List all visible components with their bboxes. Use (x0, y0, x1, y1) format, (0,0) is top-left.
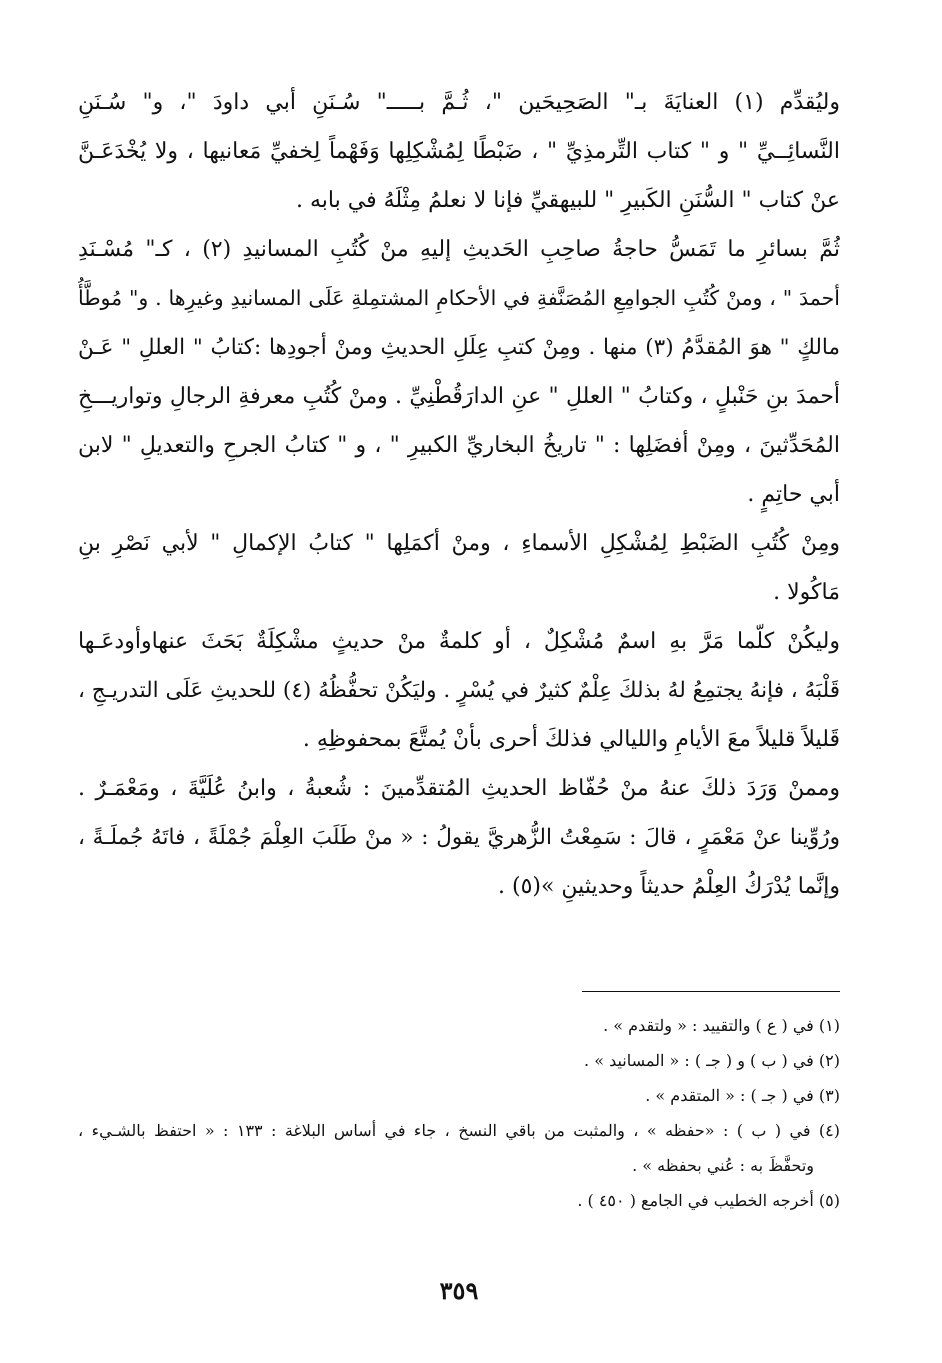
text-line: مالكٍ " هوَ المُقدَّمُ (٣) منها . ومِنْ كتبِ عِلَلِ الحديثِ ومنْ أجودِها :كتابُ " العللِ " عَـنْ (78, 335, 840, 360)
text-line: ثُمَّ بسائرِ ما تَمَسُّ حاجةُ صاحِبِ الحَديثِ إليهِ منْ كُتُبِ المسانيدِ (٢) ، كـ" مُسْـنَدِ (78, 237, 840, 262)
text-line: أبي حاتِمٍ . (747, 482, 840, 507)
document-page (78, 78, 840, 1338)
footnote: (٢) في ( ب ) و ( جـ ) : « المسانيد » . (584, 1051, 840, 1070)
text-line: وممنْ وَرَدَ ذلكَ عنهُ منْ حُفّاظ الحديثِ المُتقدِّمينَ : شُعبةُ ، وابنُ عُلَيَّةَ ، ومَعْمَـرٌ . (78, 776, 840, 801)
footnote: (٤) في ( ب ) : «حفظه » ، والمثبت من باقي النسخ ، جاء في أساس البلاغة : ١٣٣ : « احتفظ بالشـيء ، (78, 1121, 840, 1140)
page-number: ٣٥٩ (439, 1276, 479, 1305)
text-line: وإنَّما يُدْرَكُ العِلْمُ حديثاً وحديثينِ »(٥) . (497, 874, 840, 899)
footnotes (78, 1008, 840, 1218)
footnote: (١) في ( ع ) والتقييد : « ولتقدم » . (603, 1016, 840, 1035)
text-line: قَليلاً قليلاً معَ الأيامِ والليالي فذلكَ أحرى بأنْ يُمتَّعَ بمحفوظِهِ . (302, 727, 840, 752)
text-line: ورُوِّينا عنْ مَعْمَرٍ ، قالَ : سَمِعْتُ الزُّهريَّ يقولُ : « منْ طَلَبَ العِلْمَ جُمْلَةً ، فاتَهُ جُملَـةً ، (78, 825, 840, 850)
text-line: قَلْبَهُ ، فإنهُ يجتمِعُ لهُ بذلكَ عِلْمٌ كثيرٌ في يُسْرٍ . وليَكُنْ تحفُّظُهُ (٤) للحديثِ عَلَى التدريـجِ ، (78, 678, 840, 703)
footnote-continuation: وتحفَّظَ به : عُني بحفظه » . (632, 1156, 814, 1175)
footnote: (٥) أخرجه الخطيب في الجامع ( ٤٥٠ ) . (577, 1191, 840, 1210)
text-line: ومِنْ كُتُبِ الضَبْطِ لِمُشْكِلِ الأسماءِ ، ومنْ أكمَلِها " كتابُ الإكمالِ " لأبي نَصْرِ بنِ (78, 531, 840, 556)
footnote-divider (582, 991, 840, 992)
text-line: وليكُنْ كلّما مَرَّ بهِ اسمٌ مُشْكِلٌ ، أو كلمةٌ منْ حديثٍ مشْكِلَةٌ بَحَثَ عنهاوأودعَـها (78, 629, 840, 654)
text-line: النَّسائِــيِّ " و " كتاب التِّرمذِيِّ " ، ضَبْطًا لِمُشْكِلِها وَفَهْماً لِخفيِّ مَعانيها ، ولا يُخْدَعَـنَّ (78, 139, 840, 164)
text-line: المُحَدِّثينَ ، ومِنْ أفضَلِها : " تاريخُ البخاريِّ الكبيرِ " ، و " كتابُ الجرحِ والتعديلِ " لابن (78, 433, 840, 458)
text-line: عنْ كتاب " السُّنَنِ الكَبيرِ " للبيهقيِّ فإنا لا نعلمُ مِثْلَهُ في بابه . (296, 188, 840, 213)
text-line: أحمدَ بنِ حَنْبلٍ ، وكتابُ " العللِ " عنِ الدارَقُطْنِيِّ . ومنْ كُتُبِ معرفةِ الرجالِ وتواريـــخِ (78, 384, 840, 409)
text-line: أحمدَ " ، ومنْ كُتُبِ الجوامِعِ المُصَنَّفةِ في الأحكامِ المشتمِلةِ عَلَى المسانيدِ وغيرِها . و" مُوطَّأُ (78, 286, 840, 310)
main-text (78, 78, 840, 911)
footnote: (٣) في ( جـ ) : « المتقدم » . (645, 1086, 840, 1105)
text-line: مَاكُولا . (773, 580, 840, 605)
text-line: وليُقدِّم (١) العنايَةَ بـ" الصَحِيحَين "، ثُـمَّ بـــــ" سُـنَنِ أبي داودَ "، و" سُـنَنِ (78, 90, 840, 115)
